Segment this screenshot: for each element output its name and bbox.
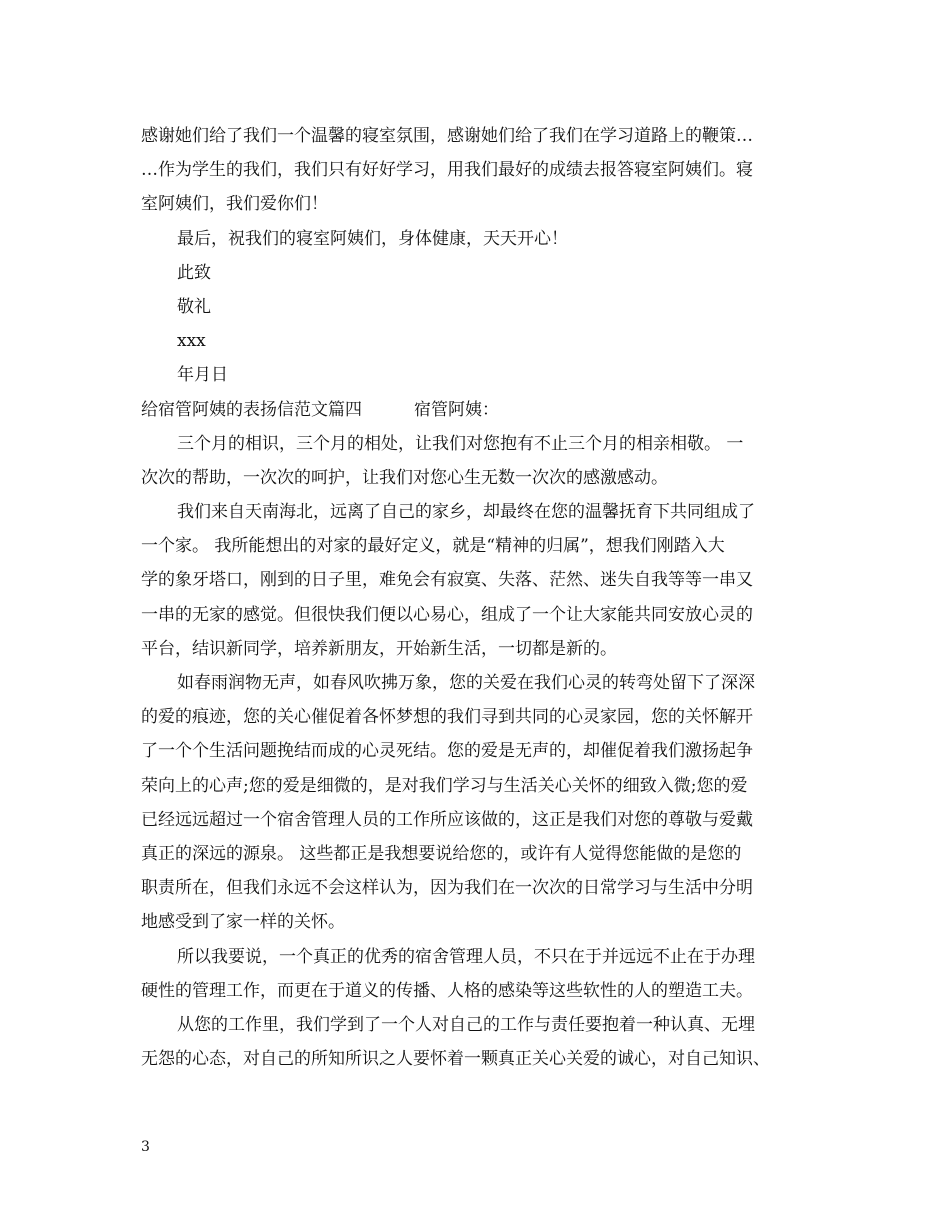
paragraph-line: 的爱的痕迹，您的关心催促着各怀梦想的我们寻到共同的心灵家园，您的关怀解开	[141, 707, 753, 728]
paragraph-line: 所以我要说，一个真正的优秀的宿舍管理人员，不只在于并远远不止在于办理	[177, 946, 755, 967]
salutation: 宿管阿姨：	[414, 399, 499, 420]
text-line: 感谢她们给了我们一个温馨的寝室氛围，感谢她们给了我们在学习道路上的鞭策…	[141, 126, 753, 146]
paragraph-line: 了一个个生活问题挽结而成的心灵死结。您的爱是无声的，却催促着我们激扬起争	[141, 741, 753, 762]
closing-wish: 最后，祝我们的寝室阿姨们，身体健康，天天开心！	[177, 228, 568, 249]
paragraph-line: 硬性的管理工作，而更在于道义的传播、人格的感染等这些软性的人的塑造工夫。	[141, 980, 753, 1001]
paragraph-line: 职责所在，但我们永远不会这样认为，因为我们在一次次的日常学习与生活中分明	[141, 878, 753, 899]
paragraph-line: 我们来自天南海北，远离了自己的家乡，却最终在您的温馨抚育下共同组成了	[177, 502, 755, 523]
paragraph-line: 如春雨润物无声，如春风吹拂万象，您的关爱在我们心灵的转弯处留下了深深	[177, 673, 755, 693]
text-line: …作为学生的我们，我们只有好好学习，用我们最好的成绩去报答寝室阿姨们。寝	[141, 160, 753, 181]
closing-jing-li: 敬礼	[177, 296, 211, 317]
signature-date: 年月日	[177, 365, 228, 386]
paragraph-line: 平台，结识新同学，培养新朋友，开始新生活，一切都是新的。	[141, 638, 617, 659]
paragraph-line: 真正的深远的源泉。 这些都正是我想要说给您的，或许有人觉得您能做的是您的	[141, 843, 742, 864]
section-heading-line	[141, 393, 821, 427]
section-title: 给宿管阿姨的表扬信范文篇四	[141, 399, 362, 420]
paragraph-line: 一个家。 我所能想出的对家的最好定义，就是“精神的归属”，想我们刚踏入大	[141, 536, 725, 557]
paragraph-line: 学的象牙塔口，刚到的日子里，难免会有寂寞、失落、茫然、迷失自我等等一串又	[141, 570, 753, 591]
paragraph-line: 三个月的相识，三个月的相处，让我们对您抱有不止三个月的相亲相敬。 一	[177, 433, 744, 454]
signature-name: xxx	[177, 331, 206, 352]
paragraph-line: 次次的帮助，一次次的呵护，让我们对您心生无数一次次的感激感动。	[141, 467, 668, 488]
paragraph-line: 一串的无家的感觉。但很快我们便以心易心，组成了一个让大家能共同安放心灵的	[141, 604, 753, 625]
paragraph-line: 已经远远超过一个宿舍管理人员的工作所应该做的，这正是我们对您的尊敬与爱戴	[141, 809, 753, 830]
paragraph-line: 荣向上的心声;您的爱是细微的，是对我们学习与生活关心关怀的细致入微;您的爱	[141, 775, 748, 796]
paragraph-line: 地感受到了家一样的关怀。	[141, 912, 345, 933]
page-number: 3	[141, 1139, 150, 1155]
paragraph-line: 无怨的心态，对自己的所知所识之人要怀着一颗真正关心关爱的诚心，对自己知识、	[141, 1049, 770, 1070]
text-line: 室阿姨们，我们爱你们！	[141, 194, 328, 215]
paragraph-line: 从您的工作里，我们学到了一个人对自己的工作与责任要抱着一种认真、无埋	[177, 1014, 755, 1035]
page-content	[141, 119, 821, 1076]
closing-ci-zhi: 此致	[177, 262, 211, 283]
